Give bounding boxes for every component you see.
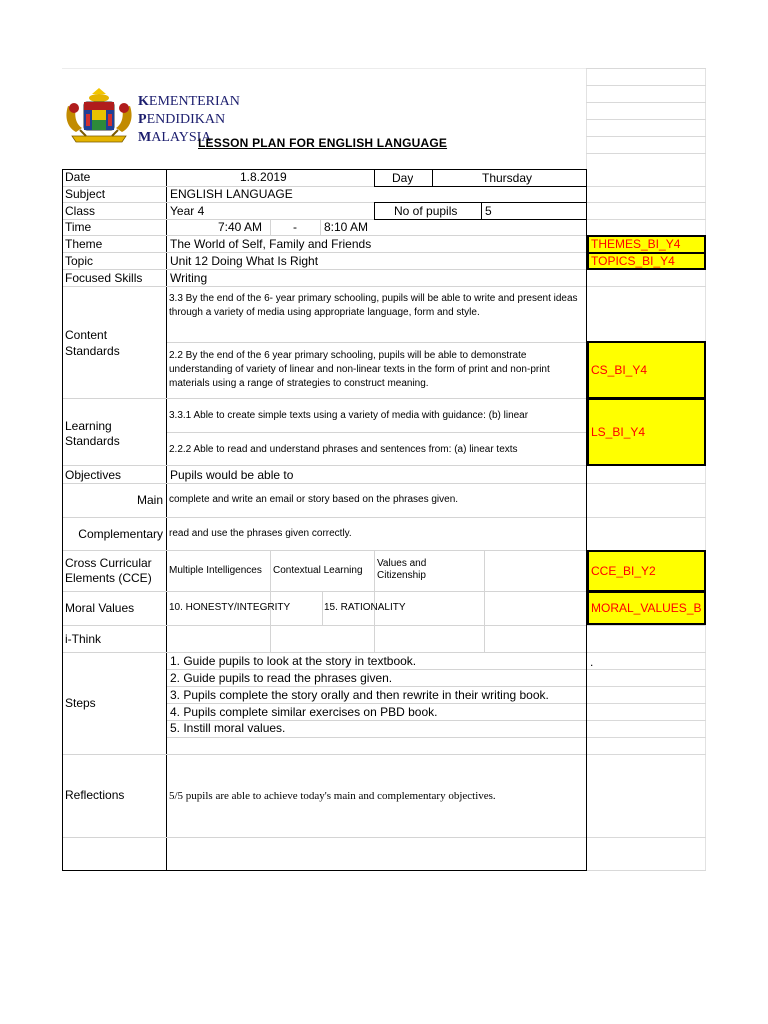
cs-ref[interactable]: CS_BI_Y4 <box>587 341 706 399</box>
time-separator: - <box>293 220 297 234</box>
objectives-value[interactable]: Pupils would be able to <box>170 468 294 482</box>
row-line <box>63 625 586 626</box>
coat-of-arms-logo <box>62 88 136 144</box>
row-line <box>63 483 586 484</box>
row-line <box>63 286 586 287</box>
content-standards-label-1: Content <box>65 328 108 342</box>
gridline <box>586 136 706 137</box>
pupils-box-bottom <box>374 219 587 220</box>
time-start[interactable]: 7:40 AM <box>218 220 263 234</box>
focused-skills-value[interactable]: Writing <box>170 271 208 285</box>
learning-standards-label-1: Learning <box>65 419 112 433</box>
row-line <box>167 686 586 687</box>
row-line <box>63 252 586 253</box>
day-box-bottom <box>374 186 587 187</box>
col-line <box>320 219 321 235</box>
content-standard-2[interactable]: 2.2 By the end of the 6 year primary schooling, pupils will be able to demonstrate understanding of variety of linear and non-linear texts in the form of print and non-print materials using a range of strategies to construct meaning. <box>169 350 550 389</box>
cce-values-citizenship-1[interactable]: Values and <box>377 558 427 569</box>
col-line <box>322 591 323 625</box>
gridline <box>586 219 706 220</box>
header-gridline <box>62 68 586 69</box>
gridline <box>586 652 706 653</box>
theme-label: Theme <box>65 237 103 251</box>
row-line <box>167 669 586 670</box>
gridline <box>586 68 706 69</box>
ministry-initial: P <box>138 112 147 127</box>
day-box-divider <box>432 169 433 186</box>
row-line <box>167 703 586 704</box>
cce-multiple-intelligences[interactable]: Multiple Intelligences <box>169 565 262 576</box>
time-label: Time <box>65 220 92 234</box>
subject-value[interactable]: ENGLISH LANGUAGE <box>170 187 293 201</box>
step-item[interactable]: 4. Pupils complete similar exercises on PBD book. <box>170 705 438 719</box>
main-objective-value[interactable]: complete and write an email or story based on the phrases given. <box>169 494 459 505</box>
complementary-objective-label: Complementary <box>78 527 163 541</box>
pupils-value[interactable]: 5 <box>485 204 492 218</box>
moral-values-label: Moral Values <box>65 601 135 615</box>
col-line <box>270 219 271 235</box>
reflections-label: Reflections <box>65 788 125 802</box>
cce-ref[interactable]: CCE_BI_Y2 <box>587 550 706 592</box>
gridline <box>586 686 706 687</box>
day-label: Day <box>392 171 414 185</box>
themes-ref[interactable]: THEMES_BI_Y4 <box>587 235 706 254</box>
gridline <box>705 68 706 870</box>
gridline <box>586 669 706 670</box>
steps-ref-mark: . <box>590 655 594 669</box>
gridline <box>586 186 706 187</box>
gridline <box>586 737 706 738</box>
date-value[interactable]: 1.8.2019 <box>240 170 287 184</box>
row-line <box>63 398 586 399</box>
table-border-bottom <box>62 870 587 871</box>
class-value[interactable]: Year 4 <box>170 204 205 218</box>
row-line <box>63 652 586 653</box>
ministry-line-3: ALAYSIA <box>151 130 212 145</box>
col-line <box>484 550 485 652</box>
topic-label: Topic <box>65 254 94 268</box>
gridline <box>586 720 706 721</box>
objectives-label: Objectives <box>65 468 122 482</box>
step-item[interactable]: 2. Guide pupils to read the phrases given. <box>170 671 393 685</box>
gridline <box>586 202 706 203</box>
ministry-line-1: EMENTERIAN <box>148 94 240 109</box>
pupils-box-divider <box>481 202 482 219</box>
cce-label-1: Cross Curricular <box>65 556 152 570</box>
ithink-label: i-Think <box>65 632 102 646</box>
class-label: Class <box>65 204 96 218</box>
table-border-left <box>62 169 63 871</box>
row-line <box>167 432 586 433</box>
cce-label-2: Elements (CCE) <box>65 571 152 585</box>
complementary-objective-value[interactable]: read and use the phrases given correctly. <box>169 528 352 539</box>
gridline <box>586 483 706 484</box>
row-line <box>63 202 374 203</box>
row-line <box>63 517 586 518</box>
row-line <box>63 235 586 236</box>
table-border-top <box>62 169 587 170</box>
ministry-line-2: ENDIDIKAN <box>146 112 226 127</box>
pupils-box-left <box>374 202 375 219</box>
learning-standard-2[interactable]: 2.2.2 Able to read and understand phrases and sentences from: (a) linear texts <box>169 444 518 455</box>
row-line <box>63 550 586 551</box>
time-end[interactable]: 8:10 AM <box>324 220 369 234</box>
steps-label: Steps <box>65 696 96 710</box>
gridline <box>586 119 706 120</box>
moral-value-1[interactable]: 10. HONESTY/INTEGRITY <box>169 602 291 613</box>
gridline <box>586 754 706 755</box>
gridline <box>586 837 706 838</box>
topics-ref[interactable]: TOPICS_BI_Y4 <box>587 252 706 270</box>
gridline <box>586 703 706 704</box>
row-line <box>63 465 586 466</box>
cce-contextual-learning[interactable]: Contextual Learning <box>273 565 363 576</box>
content-standards-label-2: Standards <box>65 344 120 358</box>
day-box-left <box>374 169 375 186</box>
step-item[interactable]: 5. Instill moral values. <box>170 721 286 735</box>
gridline <box>586 102 706 103</box>
subject-label: Subject <box>65 187 106 201</box>
table-border-right <box>586 169 587 871</box>
gridline <box>586 870 706 871</box>
ministry-initial: K <box>138 94 149 109</box>
gridline <box>586 153 706 154</box>
reflections-value[interactable]: 5/5 pupils are able to achieve today's main and complementary objectives. <box>169 790 496 802</box>
row-line <box>63 837 586 838</box>
main-objective-label: Main <box>136 493 163 507</box>
row-line <box>167 342 586 343</box>
row-line <box>63 269 586 270</box>
theme-value[interactable]: The World of Self, Family and Friends <box>170 237 372 251</box>
moral-value-2[interactable]: 15. RATIONALITY <box>324 602 406 613</box>
row-line <box>167 737 586 738</box>
moral-values-ref[interactable]: MORAL_VALUES_B <box>587 591 706 625</box>
row-line <box>63 754 586 755</box>
ls-ref[interactable]: LS_BI_Y4 <box>587 398 706 466</box>
topic-value[interactable]: Unit 12 Doing What Is Right <box>170 254 319 268</box>
gridline <box>586 625 706 626</box>
focused-skills-label: Focused Skills <box>65 271 143 285</box>
gridline <box>586 85 706 86</box>
step-item[interactable]: 3. Pupils complete the story orally and then rewrite in their writing book. <box>170 688 549 702</box>
cce-values-citizenship-2[interactable]: Citizenship <box>377 570 426 581</box>
pupils-label: No of pupils <box>394 204 458 218</box>
content-standard-1[interactable]: 3.3 By the end of the 6- year primary schooling, pupils will be able to write and present ideas through a variety of media using appropriate language, form and style. <box>169 293 578 318</box>
step-item[interactable]: 1. Guide pupils to look at the story in textbook. <box>170 654 417 668</box>
label-divider <box>166 169 167 871</box>
page-title: LESSON PLAN FOR ENGLISH LANGUAGE <box>198 136 448 150</box>
day-value[interactable]: Thursday <box>482 171 533 185</box>
row-line <box>63 591 586 592</box>
gridline <box>586 286 706 287</box>
gridline <box>586 517 706 518</box>
learning-standards-label-2: Standards <box>65 434 120 448</box>
learning-standard-1[interactable]: 3.3.1 Able to create simple texts using a variety of media with guidance: (b) linear <box>169 410 529 421</box>
ministry-initial: M <box>138 130 152 145</box>
date-label: Date <box>65 170 91 184</box>
